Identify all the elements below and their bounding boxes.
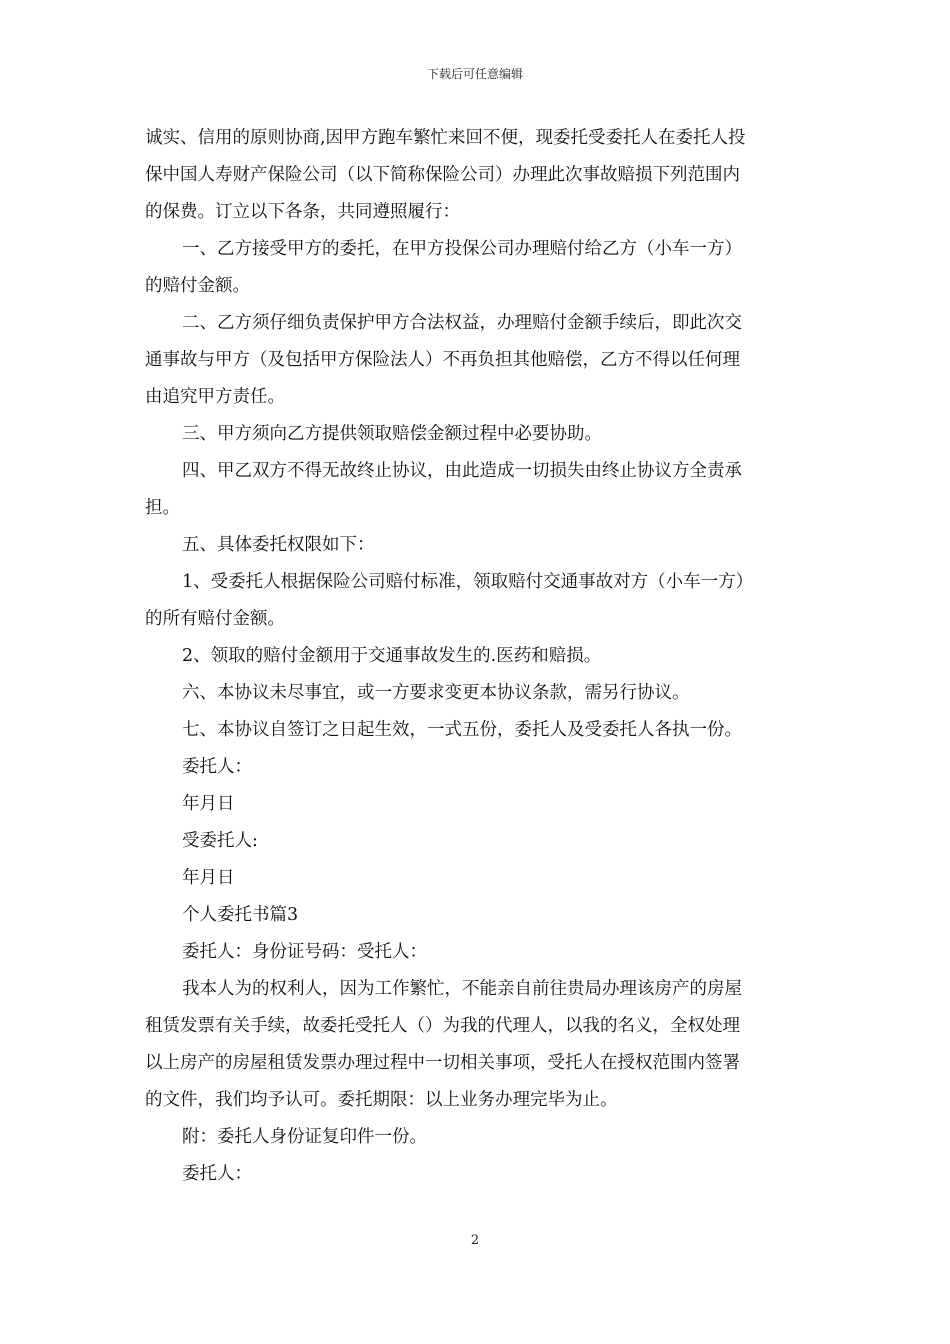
signature-label-principal: 委托人： bbox=[182, 1164, 252, 1184]
clause-7: 七、本协议自签订之日起生效，一式五份，委托人及受委托人各执一份。 bbox=[182, 720, 742, 740]
document-body bbox=[145, 120, 810, 1193]
clause-5: 五、具体委托权限如下： bbox=[182, 535, 375, 555]
page-header: 下载后可任意编辑 bbox=[426, 67, 523, 81]
text-line: 担。 bbox=[145, 498, 180, 518]
sub-item-1: 1、受委托人根据保险公司赔付标准，领取赔付交通事故对方（小车一方） bbox=[182, 572, 754, 592]
text-line: 保中国人寿财产保险公司（以下简称保险公司）办理此次事故赔损下列范围内 bbox=[145, 165, 740, 185]
section-title: 个人委托书篇3 bbox=[182, 905, 299, 925]
text-line: 以上房产的房屋租赁发票办理过程中一切相关事项，受托人在授权范围内签署 bbox=[145, 1053, 740, 1073]
date-line: 年月日 bbox=[182, 868, 235, 888]
signature-label-principal: 委托人： bbox=[182, 757, 252, 777]
page-number: 2 bbox=[470, 1233, 480, 1248]
clause-4: 四、甲乙双方不得无故终止协议，由此造成一切损失由终止协议方全责承 bbox=[182, 461, 742, 481]
text-line: 的文件，我们均予认可。委托期限：以上业务办理完毕为止。 bbox=[145, 1090, 618, 1110]
clause-3: 三、甲方须向乙方提供领取赔偿金额过程中必要协助。 bbox=[182, 424, 602, 444]
text-line: 诚实、信用的原则协商,因甲方跑车繁忙来回不便，现委托受委托人在委托人投 bbox=[145, 128, 746, 148]
date-line: 年月日 bbox=[182, 794, 235, 814]
clause-6: 六、本协议未尽事宜，或一方要求变更本协议条款，需另行协议。 bbox=[182, 683, 690, 703]
text-line: 的所有赔付金额。 bbox=[145, 609, 285, 629]
text-line: 通事故与甲方（及包括甲方保险法人）不再负担其他赔偿，乙方不得以任何理 bbox=[145, 350, 740, 370]
text-line: 的赔付金额。 bbox=[145, 276, 250, 296]
text-line: 租赁发票有关手续，故委托受托人（）为我的代理人，以我的名义，全权处理 bbox=[145, 1016, 740, 1036]
text-line: 由追究甲方责任。 bbox=[145, 387, 285, 407]
clause-1: 一、乙方接受甲方的委托，在甲方投保公司办理赔付给乙方（小车一方） bbox=[182, 239, 742, 259]
signature-label-agent: 受委托人: bbox=[182, 831, 258, 851]
parties-line: 委托人：身份证号码：受托人： bbox=[182, 942, 427, 962]
attachment-note: 附：委托人身份证复印件一份。 bbox=[182, 1127, 427, 1147]
text-line: 我本人为的权利人，因为工作繁忙，不能亲自前往贵局办理该房产的房屋 bbox=[182, 979, 742, 999]
clause-2: 二、乙方须仔细负责保护甲方合法权益，办理赔付金额手续后，即此次交 bbox=[182, 313, 742, 333]
text-line: 的保费。订立以下各条，共同遵照履行： bbox=[145, 202, 460, 222]
sub-item-2: 2、领取的赔付金额用于交通事故发生的.医药和赔损。 bbox=[182, 646, 602, 666]
